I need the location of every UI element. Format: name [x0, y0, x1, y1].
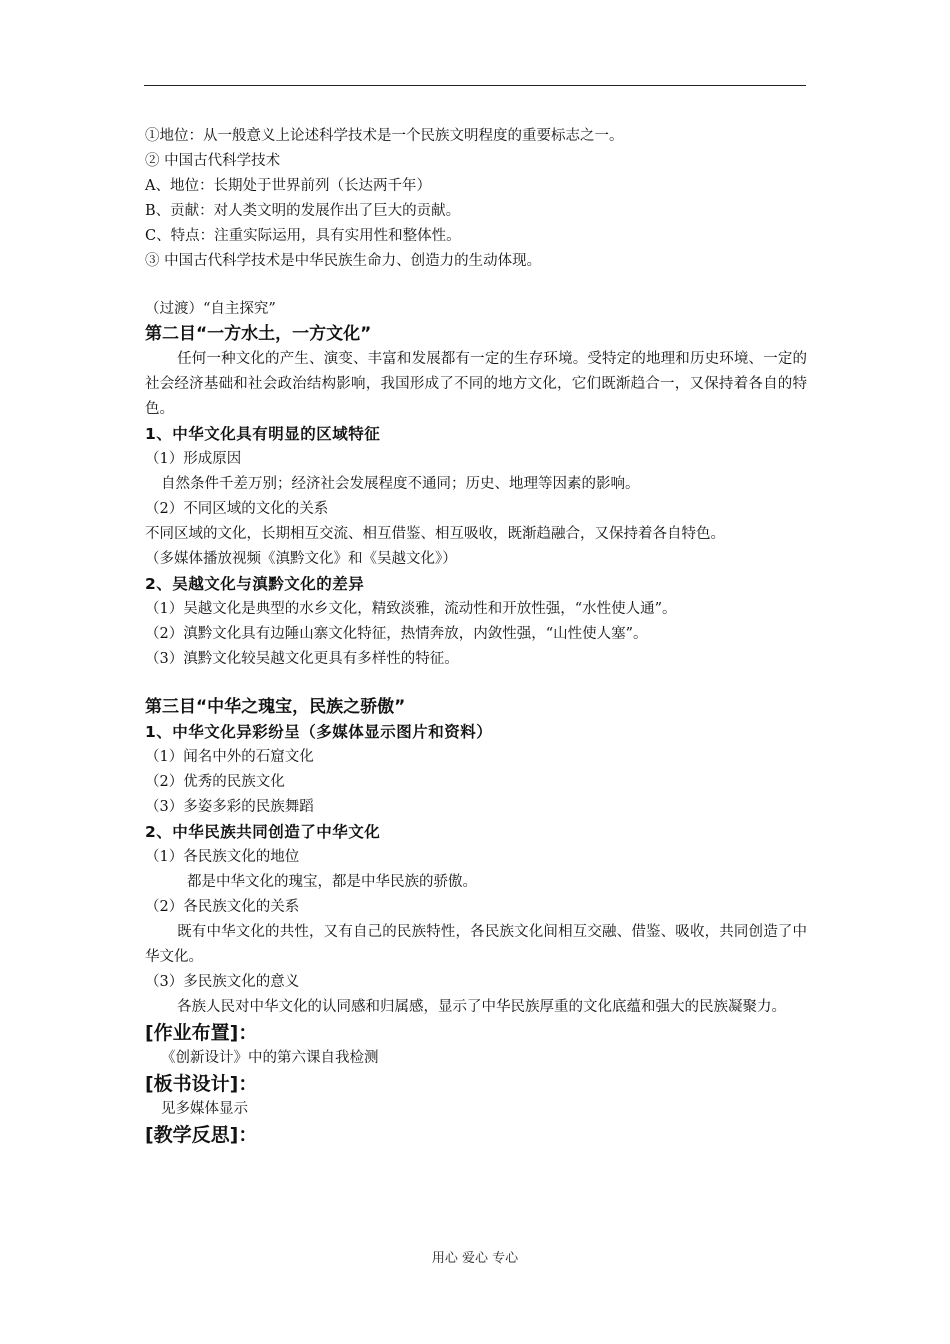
homework-text: 《创新设计》中的第六课自我检测 [161, 1050, 379, 1066]
text-line: C、特点：注重实际运用，具有实用性和整体性。 [145, 228, 461, 244]
text-line: A、地位：长期处于世界前列（长达两千年） [145, 178, 431, 194]
section3-heading-1: 1、中华文化异彩纷呈（多媒体显示图片和资料） [145, 723, 493, 741]
header-rule [144, 85, 806, 86]
list-item: （2）不同区域的文化的关系 [145, 501, 329, 517]
text-line: ③ 中国古代科学技术是中华民族生命力、创造力的生动体现。 [145, 253, 542, 269]
board-text: 见多媒体显示 [161, 1101, 248, 1117]
list-item: （3）滇黔文化较吴越文化更具有多样性的特征。 [145, 651, 459, 667]
list-item: （2）滇黔文化具有边陲山寨文化特征，热情奔放，内敛性强，“山性使人塞”。 [145, 626, 648, 642]
reflection-title: [教学反思]： [145, 1124, 258, 1146]
section2-heading-1: 1、中华文化具有明显的区域特征 [145, 425, 381, 443]
list-item: （3）多姿多彩的民族舞蹈 [145, 799, 314, 815]
list-item: （2）优秀的民族文化 [145, 774, 285, 790]
list-item-text: 既有中华文化的共性，又有自己的民族特性，各民族文化间相互交融、借鉴、吸收，共同创造了中华文化。 [145, 924, 807, 965]
page-footer: 用心 爱心 专心 [431, 1251, 519, 1266]
board-title: [板书设计]： [145, 1073, 258, 1095]
list-item: （2）各民族文化的关系 [145, 899, 300, 915]
section2-heading-2: 2、吴越文化与滇黔文化的差异 [145, 575, 365, 593]
list-item: 自然条件千差万别；经济社会发展程度不通同；历史、地理等因素的影响。 [161, 476, 640, 492]
homework-title: [作业布置]： [145, 1022, 258, 1044]
list-item: （3）多民族文化的意义 [145, 974, 300, 990]
section2-intro: 任何一种文化的产生、演变、丰富和发展都有一定的生存环境。受特定的地理和历史环境、一定的社会经济基础和社会政治结构影响，我国形成了不同的地方文化，它们既渐趋合一，又保持着各自的特色。 [145, 351, 807, 417]
text-line: B、贡献：对人类文明的发展作出了巨大的贡献。 [145, 203, 461, 219]
section3-heading-2: 2、中华民族共同创造了中华文化 [145, 823, 381, 841]
document-body [145, 124, 807, 1148]
list-item: （1）各民族文化的地位 [145, 849, 300, 865]
text-line: ①地位：从一般意义上论述科学技术是一个民族文明程度的重要标志之一。 [145, 128, 624, 144]
transition-line: （过渡）“自主探究” [145, 301, 276, 317]
list-item: （多媒体播放视频《滇黔文化》和《吴越文化》） [145, 551, 457, 567]
section3-title: 第三目“中华之瑰宝，民族之骄傲” [145, 697, 406, 717]
list-item: 不同区域的文化，长期相互交流、相互借鉴、相互吸收，既渐趋融合，又保持着各自特色。 [145, 526, 725, 542]
list-item: （1）形成原因 [145, 451, 242, 467]
list-item: （1）闻名中外的石窟文化 [145, 749, 314, 765]
list-item-text: 各族人民对中华文化的认同感和归属感，显示了中华民族厚重的文化底蕴和强大的民族凝聚力。 [177, 999, 786, 1015]
list-item-text: 都是中华文化的瑰宝，都是中华民族的骄傲。 [187, 874, 477, 890]
section2-title: 第二目“一方水土，一方文化” [145, 324, 372, 344]
text-line: ② 中国古代科学技术 [145, 153, 281, 169]
list-item: （1）吴越文化是典型的水乡文化，精致淡雅，流动性和开放性强，“水性使人通”。 [145, 601, 677, 617]
